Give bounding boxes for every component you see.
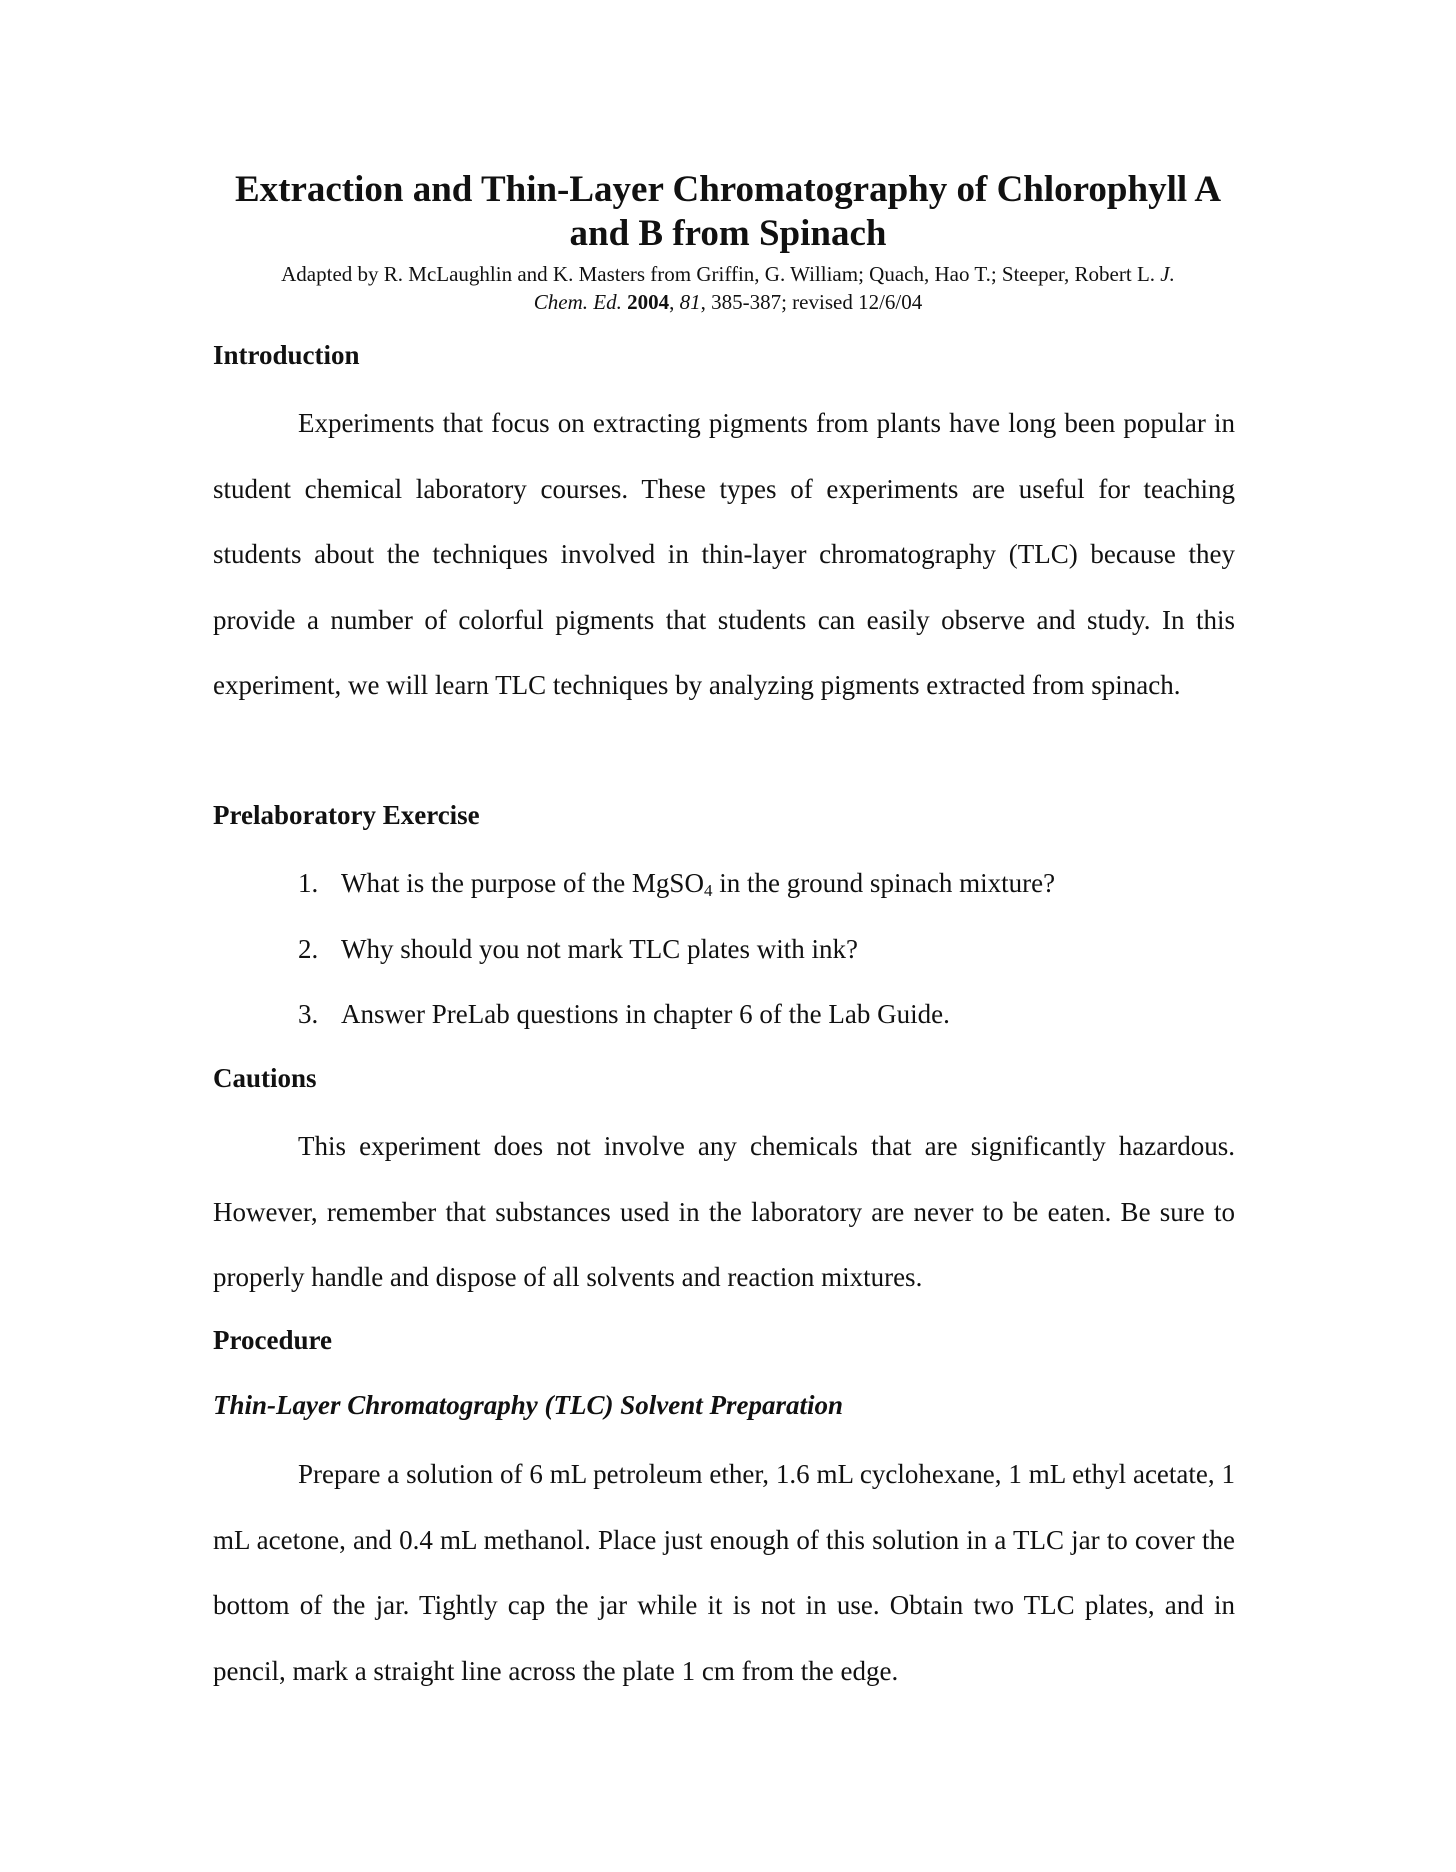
list-item-number: 2. xyxy=(298,933,319,964)
list-item xyxy=(213,917,1235,983)
introduction-paragraph: Experiments that focus on extracting pigments from plants have long been popular in student chemical laboratory courses. These types of experiments are useful for teaching students about the techniques involved in thin-layer chromatography (TLC) because they provide a number of colorful pigments that students can easily observe and study. In this experiment, we will learn TLC techniques by analyzing pigments extracted from spinach. xyxy=(213,408,1235,700)
list-item-number: 3. xyxy=(298,999,319,1029)
chemical-subscript: 4 xyxy=(703,881,713,900)
procedure-paragraph: Prepare a solution of 6 mL petroleum ether, 1.6 mL cyclohexane, 1 mL ethyl acetate, 1 mL acetone, and 0.4 mL methanol. Place just enough of this solution in a TLC jar to cover the bottom of the jar. Tightly cap the jar while it is not in use. Obtain two TLC plates, and in pencil, mark a straight line across the plate 1 cm from the edge. xyxy=(213,1459,1235,1686)
title-line-1: Extraction and Thin-Layer Chromatography of Chlorophyll A xyxy=(234,169,1222,210)
list-item-text: What is the purpose of the MgSO xyxy=(341,868,704,898)
cautions-paragraph: This experiment does not involve any chemicals that are significantly hazardous. However, remember that substances used in the laboratory are never to be eaten. Be sure to properly handle and dispose of all solvents and reaction mixtures. xyxy=(213,1131,1235,1292)
prelab-question-list xyxy=(213,851,1235,1048)
list-item xyxy=(213,851,1235,917)
citation-line-2: Chem. Ed. 2004, 81, 385-387; revised 12/6/04 xyxy=(533,290,923,314)
introduction-heading: Introduction xyxy=(213,340,360,370)
citation-journal-start: J. xyxy=(1160,262,1175,286)
citation-authors: Adapted by R. McLaughlin and K. Masters from Griffin, G. William; Quach, Hao T.; Steeper, Robert L. xyxy=(281,262,1161,286)
citation-year: 2004 xyxy=(627,290,670,314)
list-item-text-end: in the ground spinach mixture? xyxy=(712,868,1056,898)
title-line-2: and B from Spinach xyxy=(569,213,887,254)
list-item-text: Answer PreLab questions in chapter 6 of the Lab Guide. xyxy=(341,999,950,1029)
document-title xyxy=(150,168,1306,256)
citation-line-1 xyxy=(150,260,1306,288)
citation-journal: Chem. Ed. xyxy=(533,290,622,314)
citation-pages: , 385-387; revised 12/6/04 xyxy=(700,290,923,314)
list-item-number: 1. xyxy=(298,868,319,898)
list-item xyxy=(213,982,1235,1048)
list-item-text: Why should you not mark TLC plates with ink? xyxy=(341,933,858,964)
procedure-subheading: Thin-Layer Chromatography (TLC) Solvent Preparation xyxy=(213,1390,844,1420)
prelab-heading: Prelaboratory Exercise xyxy=(213,800,480,830)
procedure-heading: Procedure xyxy=(213,1325,332,1355)
citation xyxy=(150,260,1306,316)
citation-volume: 81 xyxy=(679,290,701,314)
cautions-heading: Cautions xyxy=(213,1063,317,1093)
